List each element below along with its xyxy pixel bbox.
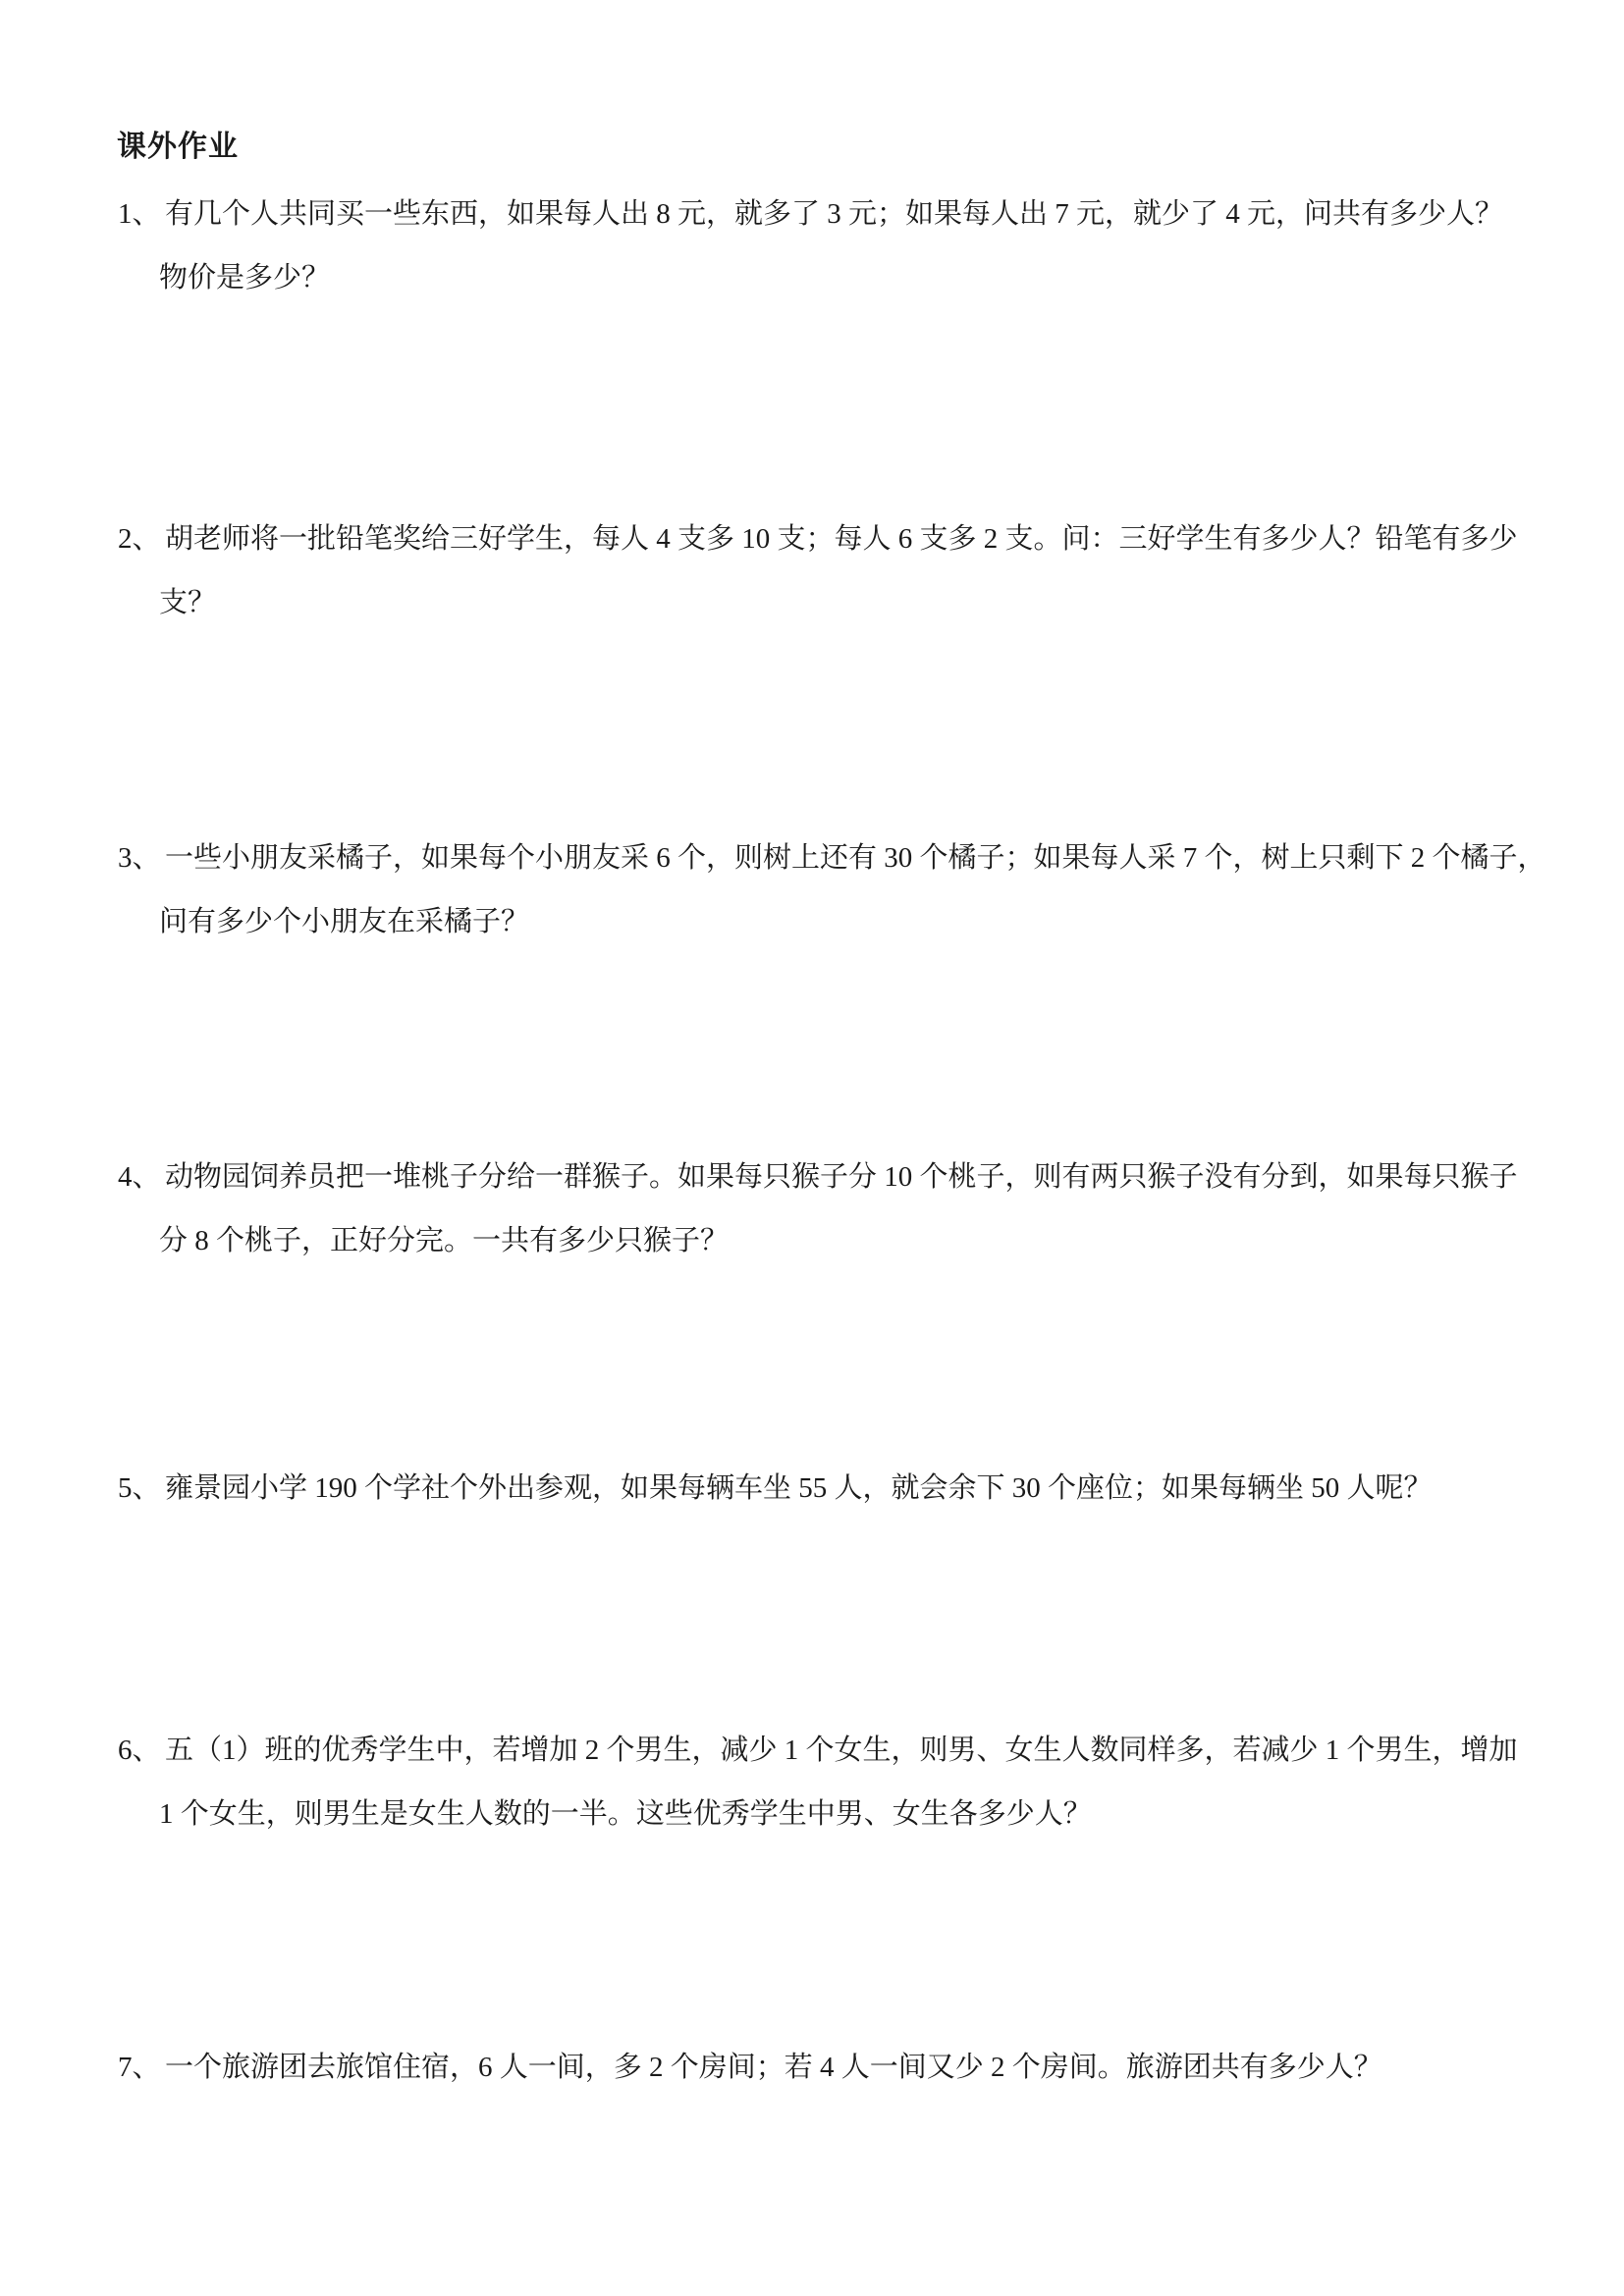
question-text: 动物园饲养员把一堆桃子分给一群猴子。如果每只猴子分 10 个桃子，则有两只猴子没有分到，如果每只猴子 bbox=[165, 1161, 1518, 1193]
question-line: 分 8 个桃子，正好分完。一共有多少只猴子？ bbox=[159, 1225, 730, 1256]
page-title: 课外作业 bbox=[117, 131, 239, 163]
question-number: 1、 bbox=[118, 198, 161, 230]
question-text: 一些小朋友采橘子，如果每个小朋友采 6 个，则树上还有 30 个橘子；如果每人采 7 个，树上只剩下 2 个橘子， bbox=[165, 842, 1546, 874]
question-text: 胡老师将一批铅笔奖给三好学生，每人 4 支多 10 支；每人 6 支多 2 支。问：三好学生有多少人？铅笔有多少 bbox=[165, 523, 1518, 555]
question-text: 雍景园小学 190 个学社个外出参观，如果每辆车坐 55 人，就会余下 30 个座位；如果每辆坐 50 人呢？ bbox=[165, 1472, 1433, 1504]
question-line bbox=[118, 1719, 1518, 1783]
question-number: 6、 bbox=[118, 1735, 161, 1766]
question-number: 3、 bbox=[118, 842, 161, 874]
question-2 bbox=[118, 507, 1518, 635]
question-4 bbox=[118, 1146, 1518, 1273]
question-line: 支？ bbox=[159, 587, 217, 618]
question-text: 有几个人共同买一些东西，如果每人出 8 元，就多了 3 元；如果每人出 7 元，就少了 4 元，问共有多少人？ bbox=[165, 198, 1504, 230]
question-line bbox=[118, 183, 1503, 246]
question-number: 4、 bbox=[118, 1161, 161, 1193]
question-number: 5、 bbox=[118, 1472, 161, 1504]
question-5 bbox=[118, 1457, 1433, 1521]
question-line bbox=[118, 827, 1546, 890]
question-line: 问有多少个小朋友在采橘子？ bbox=[159, 906, 530, 937]
question-line bbox=[118, 1146, 1518, 1209]
question-6 bbox=[118, 1719, 1518, 1846]
question-text: 一个旅游团去旅馆住宿，6 人一间，多 2 个房间；若 4 人一间又少 2 个房间。旅游团共有多少人？ bbox=[165, 2052, 1382, 2083]
question-line: 1 个女生，则男生是女生人数的一半。这些优秀学生中男、女生各多少人？ bbox=[159, 1798, 1092, 1830]
question-text: 五（1）班的优秀学生中，若增加 2 个男生，减少 1 个女生，则男、女生人数同样多，若减少 1 个男生，增加 bbox=[165, 1735, 1518, 1766]
question-1 bbox=[118, 183, 1503, 310]
question-number: 2、 bbox=[118, 523, 161, 555]
question-line bbox=[118, 1457, 1433, 1521]
question-line bbox=[118, 507, 1518, 571]
question-line bbox=[118, 2036, 1382, 2100]
question-line: 物价是多少？ bbox=[159, 262, 331, 294]
question-7 bbox=[118, 2036, 1382, 2100]
question-3 bbox=[118, 827, 1546, 954]
question-number: 7、 bbox=[118, 2052, 161, 2083]
